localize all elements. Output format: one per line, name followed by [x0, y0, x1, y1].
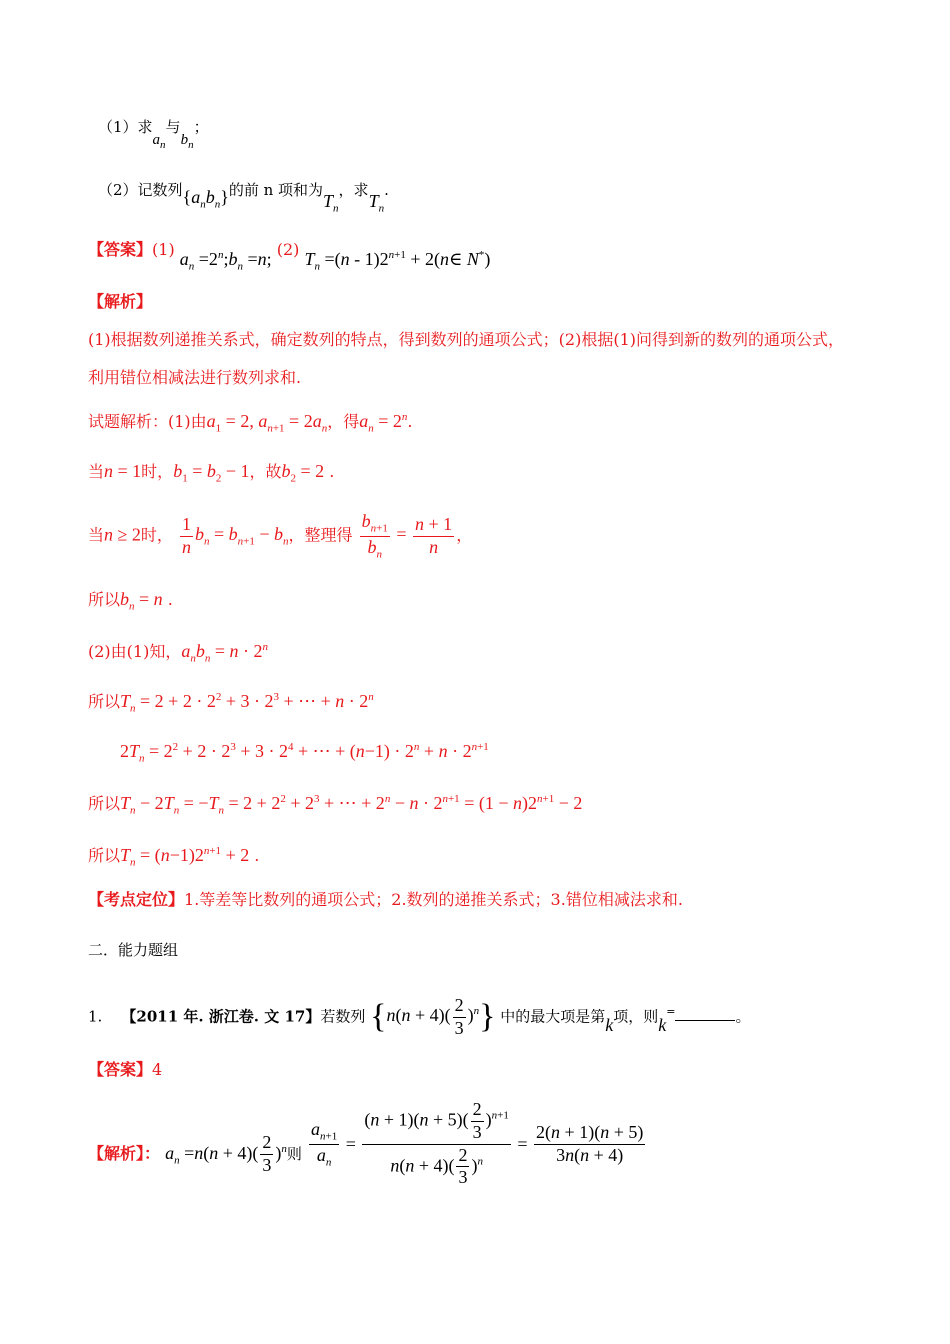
- problem-text-3: 项，则: [613, 1007, 659, 1026]
- q2-mid2: ，求: [338, 181, 369, 199]
- line5-text-c: ，整理得: [288, 525, 353, 545]
- kaodian-text: 1.等差等比数列的通项公式；2.数列的递推关系式；3.错位相减法求和.: [184, 890, 683, 909]
- question-2: （2）记数列$\{a_nb_n\}$的前 n 项和为$T_n$，求$T_n$.: [98, 181, 389, 215]
- problem-text-5: 。: [735, 1007, 751, 1026]
- line5-text-a: 当: [88, 525, 105, 545]
- problem-text-2: 中的最大项是第: [500, 1007, 606, 1026]
- line4-text-c: ，故: [249, 462, 282, 481]
- answer-1: 【答案】(1) $a_n$ $=2^n;b_n =n$; (2) $T_n =(n - 1)2^{n+1}$ + 2(n∈ N*): [88, 240, 491, 273]
- jiexi-tag: 【解析】: [88, 292, 153, 311]
- jiexi2-tag: 【解析】：: [88, 1143, 161, 1163]
- line5-text-b: 时，: [140, 525, 173, 545]
- q1-mid: 与: [165, 118, 181, 136]
- analysis-line8: 所以$T_n = 2 + 2 \cdot 2^2 + 3 \cdot 2^3$ + ⋯ + $n \cdot 2^n$: [88, 691, 374, 715]
- answer2-tag: 【答案】: [88, 1060, 153, 1079]
- line7-text: (2)由(1)知，: [88, 642, 182, 661]
- line6-text: 所以: [88, 590, 121, 609]
- problem-source: 【2011 年. 浙江卷. 文 17】: [121, 1007, 321, 1026]
- question-1: （1）求$a_n$与$b_n$；: [98, 118, 209, 151]
- section-title: 二．能力题组: [88, 941, 179, 959]
- analysis-line4: 当n = 1时，$b_1 = b_2 - 1$，故$b_2 = 2$ .: [88, 461, 335, 485]
- kaodian: [88, 892, 683, 908]
- q1-label: （1）求: [98, 118, 153, 136]
- analysis-line5: 当n ≥ 2时， $\frac{1}{n}$ $b_n = b_{n+1} - b_n$，整理得 $\frac{b_{n+1}}{b_n}$ = $\frac{n + 1}{n}$ ，: [88, 511, 473, 561]
- analysis-line1: (1)根据数列递推关系式，确定数列的特点，得到数列的通项公式；(2)根据(1)问得到新的数列的通项公式，: [88, 330, 844, 349]
- kaodian-tag: 【考点定位】: [88, 890, 185, 909]
- line3-text-b: ，得: [327, 412, 360, 431]
- problem-eq: =: [666, 1005, 676, 1019]
- problem-1: 1. 【2011 年. 浙江卷. 文 17】若数列 {n(n + 4)( $\frac{2}{3}$ )$^n$} 中的最大项是第k项，则k= 。: [88, 995, 751, 1038]
- problem-number: 1.: [88, 1007, 103, 1026]
- jiexi-2: 【解析】： $a_n =n(n + 4)$( $\frac{2}{3}$ )$^n$则 $\frac{a_{n+1}}{a_n}$ = (n + 1)(n + 5)( $\frac{2}{3}$ )$^{n+1}$ n(n + 4)( $\frac{2}{3}$ )$^n$ = $\frac{2(n + 1)(n + 5)}{3n(n + 4)}$: [88, 1099, 644, 1188]
- line4-text-a: 当: [88, 462, 105, 481]
- line4-text-b: 时，: [141, 462, 174, 481]
- q1-end: ；: [193, 118, 209, 136]
- analysis-line10: 所以$T_n - 2T_n = -T_n = 2 + 2^2 + 2^3$ + ⋯ + $2^n - n \cdot 2^{n+1} = (1 - n)2^{n+1} - 2$: [88, 793, 583, 817]
- analysis-line3: 试题解析：(1)由$a_1 = 2$, $a_{n+1} = 2a_n$，得$a_n = 2^n$.: [88, 411, 413, 435]
- q2-label: （2）记数列: [98, 181, 183, 199]
- answer-part1: (1): [152, 240, 175, 259]
- answer-part2: (2): [276, 240, 300, 259]
- q2-mid: 的前 n 项和为: [228, 181, 324, 199]
- line11-text: 所以: [88, 846, 121, 865]
- analysis-line9: $2T_n = 2^2 + 2 \cdot 2^3 + 3 \cdot 2^4$ + ⋯ + $(n-1) \cdot 2^n + n \cdot 2^{n+1}$: [120, 741, 489, 765]
- line8-text: 所以: [88, 692, 121, 711]
- analysis-line6: 所以$b_n = n$ .: [88, 589, 173, 613]
- analysis-line7: (2)由(1)知，$a_nb_n = n \cdot 2^n$: [88, 641, 268, 665]
- analysis-line2: 利用错位相减法进行数列求和.: [88, 368, 302, 387]
- problem-text-1: 若数列: [320, 1007, 366, 1026]
- answer-tag: 【答案】: [88, 240, 153, 259]
- jiexi2-ze: 则: [286, 1144, 302, 1163]
- answer-2: [88, 1062, 162, 1078]
- q2-end: .: [384, 181, 389, 199]
- analysis-line11: 所以$T_n = (n-1)2^{n+1} + 2$ .: [88, 845, 260, 869]
- answer-blank: [675, 1008, 735, 1021]
- line10-text: 所以: [88, 794, 121, 813]
- line3-text: 试题解析：(1)由: [88, 412, 207, 431]
- answer2-value: 4: [152, 1060, 163, 1079]
